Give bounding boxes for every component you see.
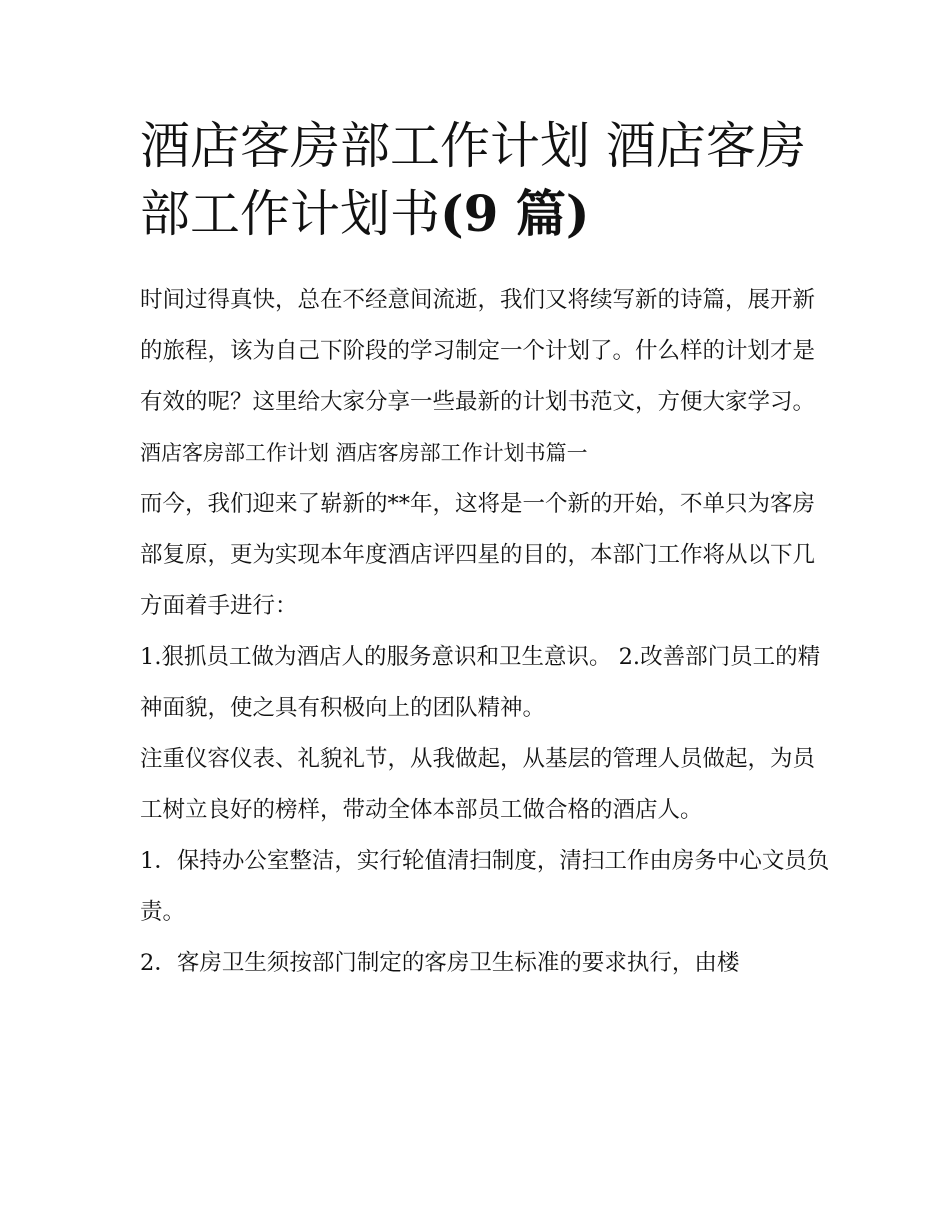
body-paragraph: 而今，我们迎来了崭新的**年，这将是一个新的开始，不单只为客房部复原，更为实现本年度酒店评四星的目的，本部门工作将从以下几方面着手进行： — [140, 491, 816, 619]
document-title — [140, 112, 830, 248]
body-paragraph: 注重仪容仪表、礼貌礼节，从我做起，从基层的管理人员做起，为员工树立良好的榜样，带动全体本部员工做合格的酒店人。 — [140, 746, 816, 823]
title-text: 酒店客房部工作计划 酒店客房部工作计划书 — [140, 117, 806, 243]
title-count: (9 篇) — [440, 184, 590, 243]
body-paragraph: 1.狠抓员工做为酒店人的服务意识和卫生意识。 2.改善部门员工的精神面貌，使之具有积极向上的团队精神。 — [140, 644, 821, 721]
list-item: 2．客房卫生须按部门制定的客房卫生标准的要求执行，由楼 — [140, 950, 740, 976]
section-heading: 酒店客房部工作计划 酒店客房部工作计划书篇一 — [140, 441, 588, 465]
document-body — [140, 275, 830, 989]
list-item: 1．保持办公室整洁，实行轮值清扫制度，清扫工作由房务中心文员负责。 — [140, 848, 830, 925]
intro-paragraph: 时间过得真快，总在不经意间流逝，我们又将续写新的诗篇，展开新的旅程，该为自己下阶段的学习制定一个计划了。什么样的计划才是有效的呢？这里给大家分享一些最新的计划书范文，方便大家学习。 — [140, 287, 816, 415]
